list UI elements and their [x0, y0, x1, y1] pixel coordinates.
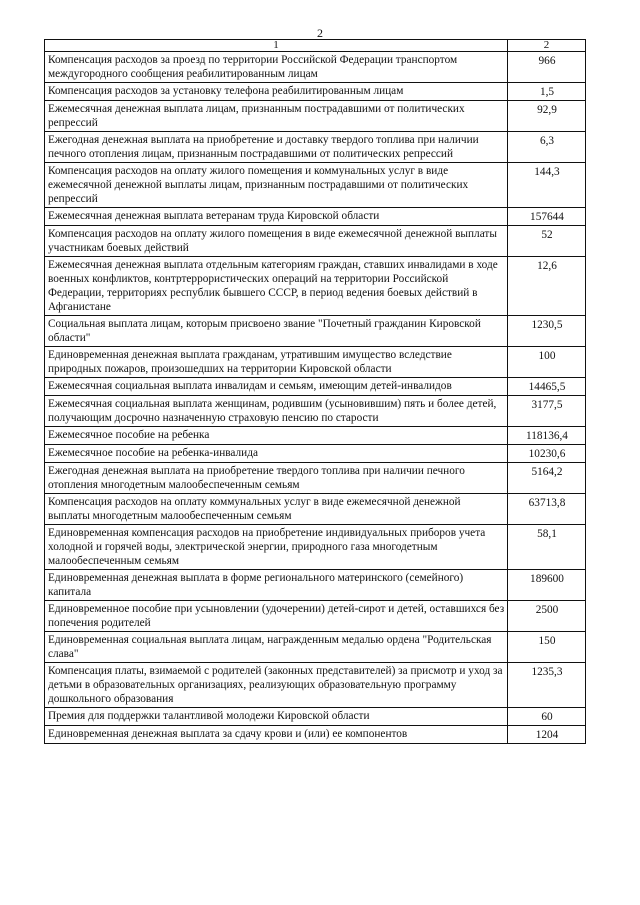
row-description: Ежемесячная денежная выплата ветеранам труда Кировской области [45, 208, 508, 226]
table-row [45, 208, 586, 226]
page-number: 2 [317, 26, 323, 40]
row-description: Компенсация расходов за проезд по территории Российской Федерации транспортом междугородного сообщения реабилитированным лицам [45, 52, 508, 83]
table-row [45, 257, 586, 316]
row-description: Ежегодная денежная выплата на приобретение твердого топлива при наличии печного отопления многодетным малообеспеченным семьям [45, 463, 508, 494]
row-description: Ежегодная денежная выплата на приобретение и доставку твердого топлива при наличии печного отопления лицам, признанным пострадавшими от политических репрессий [45, 132, 508, 163]
table-row [45, 494, 586, 525]
payments-table [44, 39, 586, 744]
table-row [45, 427, 586, 445]
table-body [45, 40, 586, 744]
table-row [45, 445, 586, 463]
table-row [45, 663, 586, 708]
row-value: 150 [508, 632, 586, 663]
row-description: Единовременная денежная выплата за сдачу крови и (или) ее компонентов [45, 726, 508, 744]
row-value: 60 [508, 708, 586, 726]
row-value: 100 [508, 347, 586, 378]
row-value: 6,3 [508, 132, 586, 163]
row-value: 1235,3 [508, 663, 586, 708]
row-description: Ежемесячная социальная выплата инвалидам и семьям, имеющим детей-инвалидов [45, 378, 508, 396]
row-value: 1,5 [508, 83, 586, 101]
table-row [45, 570, 586, 601]
row-value: 3177,5 [508, 396, 586, 427]
row-value: 10230,6 [508, 445, 586, 463]
table-row [45, 226, 586, 257]
table-row [45, 378, 586, 396]
row-value: 118136,4 [508, 427, 586, 445]
row-description: Ежемесячная денежная выплата отдельным категориям граждан, ставших инвалидами в ходе военных конфликтов, контртеррористических операций на территории Российской Федерации, территориях республик бывшего СССР, в период ведения боевых действий в Афганистане [45, 257, 508, 316]
row-description: Единовременное пособие при усыновлении (удочерении) детей-сирот и детей, оставшихся без попечения родителей [45, 601, 508, 632]
row-description: Ежемесячная социальная выплата женщинам, родившим (усыновившим) пять и более детей, получающим досрочно назначенную страховую пенсию по старости [45, 396, 508, 427]
table-row [45, 132, 586, 163]
row-description: Единовременная компенсация расходов на приобретение индивидуальных приборов учета холодной и горячей воды, электрической энергии, природного газа многодетным малообеспеченным семьям [45, 525, 508, 570]
row-description: Компенсация расходов на оплату жилого помещения в виде ежемесячной денежной выплаты участникам боевых действий [45, 226, 508, 257]
row-value: 52 [508, 226, 586, 257]
table-header-row [45, 40, 586, 52]
table-row [45, 396, 586, 427]
row-description: Единовременная денежная выплата в форме регионального материнского (семейного) капитала [45, 570, 508, 601]
table-row [45, 163, 586, 208]
table-row [45, 463, 586, 494]
header-col-2: 2 [508, 40, 586, 52]
row-description: Компенсация расходов на оплату коммунальных услуг в виде ежемесячной денежной выплаты многодетным малообеспеченным семьям [45, 494, 508, 525]
row-description: Ежемесячное пособие на ребенка-инвалида [45, 445, 508, 463]
row-value: 157644 [508, 208, 586, 226]
row-description: Премия для поддержки талантливой молодежи Кировской области [45, 708, 508, 726]
row-value: 966 [508, 52, 586, 83]
row-value: 92,9 [508, 101, 586, 132]
table-row [45, 601, 586, 632]
row-value: 2500 [508, 601, 586, 632]
row-description: Компенсация расходов на оплату жилого помещения и коммунальных услуг в виде ежемесячной денежной выплаты лицам, признанным пострадавшими от политических репрессий [45, 163, 508, 208]
table-row [45, 632, 586, 663]
row-description: Компенсация платы, взимаемой с родителей (законных представителей) за присмотр и уход за детьми в образовательных организациях, реализующих образовательную программу дошкольного образования [45, 663, 508, 708]
row-description: Компенсация расходов за установку телефона реабилитированным лицам [45, 83, 508, 101]
row-value: 1204 [508, 726, 586, 744]
table-row [45, 83, 586, 101]
row-value: 144,3 [508, 163, 586, 208]
row-value: 12,6 [508, 257, 586, 316]
row-description: Единовременная денежная выплата гражданам, утратившим имущество вследствие природных пожаров, произошедших на территории Кировской области [45, 347, 508, 378]
table-row [45, 726, 586, 744]
table-row [45, 101, 586, 132]
row-description: Социальная выплата лицам, которым присвоено звание "Почетный гражданин Кировской области" [45, 316, 508, 347]
table-row [45, 525, 586, 570]
table-row [45, 316, 586, 347]
table-row [45, 52, 586, 83]
row-value: 189600 [508, 570, 586, 601]
header-col-1: 1 [45, 40, 508, 52]
row-description: Ежемесячное пособие на ребенка [45, 427, 508, 445]
table-row [45, 708, 586, 726]
table-row [45, 347, 586, 378]
row-value: 58,1 [508, 525, 586, 570]
row-description: Единовременная социальная выплата лицам, награжденным медалью ордена "Родительская слава" [45, 632, 508, 663]
row-value: 63713,8 [508, 494, 586, 525]
row-description: Ежемесячная денежная выплата лицам, признанным пострадавшими от политических репрессий [45, 101, 508, 132]
row-value: 5164,2 [508, 463, 586, 494]
row-value: 1230,5 [508, 316, 586, 347]
row-value: 14465,5 [508, 378, 586, 396]
